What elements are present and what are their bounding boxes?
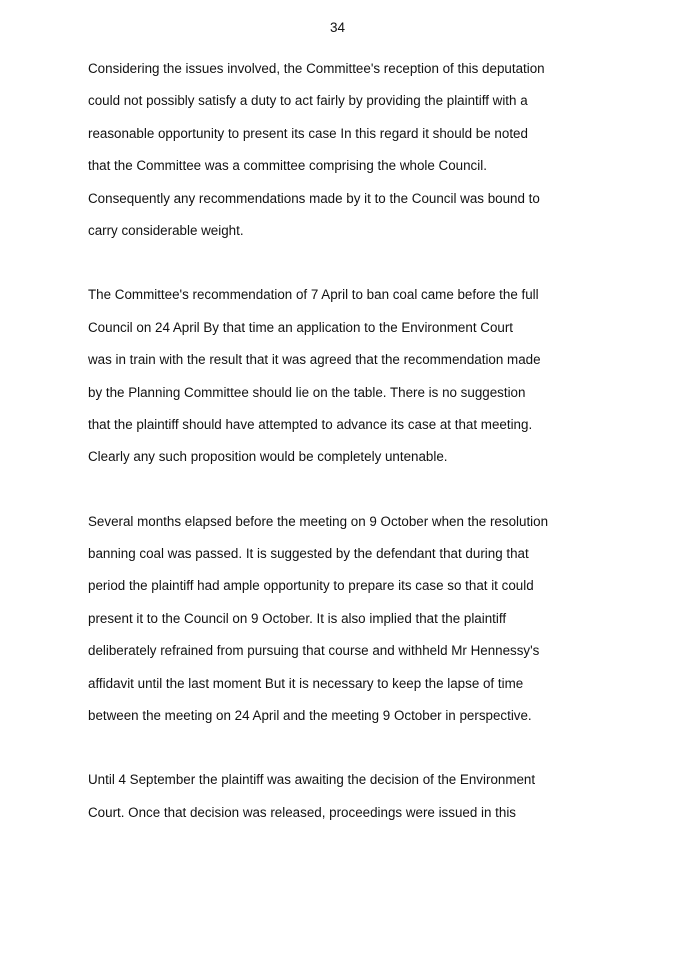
paragraph-1 [88,58,608,252]
text-line: carry considerable weight. [88,222,244,238]
paragraph-4 [88,769,608,834]
text-line: Court. Once that decision was released, proceedings were issued in this [88,804,516,820]
text-line: that the Committee was a committee comprising the whole Council. [88,158,487,174]
text-line: period the plaintiff had ample opportunity to prepare its case so that it could [88,578,534,594]
paragraph-3 [88,511,608,738]
text-line: The Committee's recommendation of 7 April to ban coal came before the full [88,287,539,303]
text-line: was in train with the result that it was agreed that the recommendation made [88,352,541,368]
text-line: Several months elapsed before the meeting on 9 October when the resolution [88,513,549,529]
text-line: Consequently any recommendations made by it to the Council was bound to [88,190,540,206]
paragraph-2 [88,284,608,478]
text-line: present it to the Council on 9 October. It is also implied that the plaintiff [88,610,507,626]
text-line: that the plaintiff should have attempted to advance its case at that meeting. [88,416,533,432]
text-line: between the meeting on 24 April and the meeting 9 October in perspective. [88,708,532,724]
text-line: Clearly any such proposition would be completely untenable. [88,449,448,465]
text-line: could not possibly satisfy a duty to act fairly by providing the plaintiff with a [88,93,528,109]
text-line: deliberately refrained from pursuing that course and withheld Mr Hennessy's [88,643,540,659]
page-number: 34 [329,20,346,35]
text-line: by the Planning Committee should lie on the table. There is no suggestion [88,384,526,400]
document-body [88,58,608,866]
text-line: reasonable opportunity to present its case In this regard it should be noted [88,125,528,141]
text-line: Council on 24 April By that time an application to the Environment Court [88,319,514,335]
text-line: Until 4 September the plaintiff was awaiting the decision of the Environment [88,772,536,788]
text-line: banning coal was passed. It is suggested by the defendant that during that [88,546,529,562]
text-line: Considering the issues involved, the Committee's reception of this deputation [88,61,545,76]
text-line: affidavit until the last moment But it is necessary to keep the lapse of time [88,675,524,691]
